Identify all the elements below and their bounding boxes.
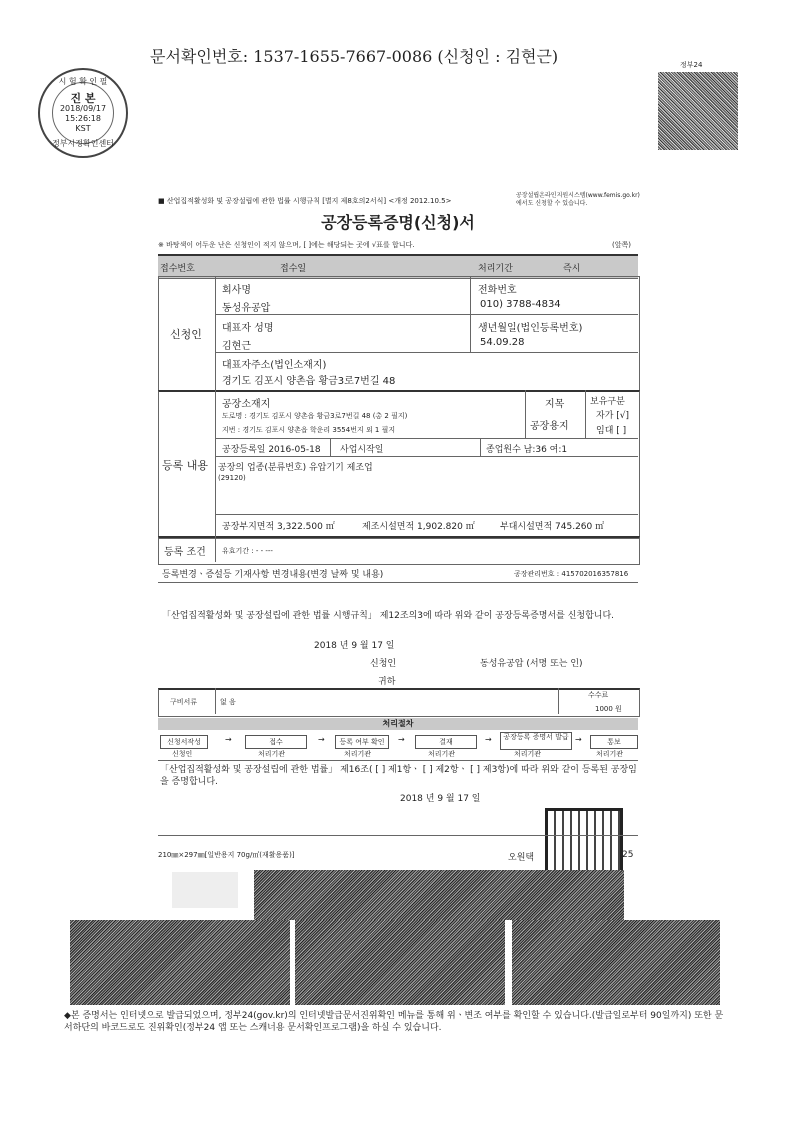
- issuer-name: 오원택: [508, 853, 535, 863]
- request-text: 「산업집적활성화 및 공장설립에 관한 법률 시행규칙」 제12조의3에 따라 위와 같이 공장등록증명서를 신청합니다.: [162, 611, 615, 621]
- site-area: 공장부지면적 3,322.500 ㎡: [222, 522, 335, 532]
- barcode-block: [70, 920, 290, 1005]
- company-label: 회사명: [222, 285, 251, 296]
- procedure-who: 처리기관: [514, 750, 542, 758]
- procedure-who: 처리기관: [258, 750, 286, 758]
- processing-value: 즉시: [563, 264, 581, 274]
- industry-code: (29120): [218, 474, 246, 482]
- stamp-time: 15:26:18: [65, 114, 101, 123]
- workers: 종업원수 남:36 여:1: [486, 445, 568, 455]
- barcode-block: [295, 920, 505, 1005]
- manufacturing-area: 제조시설면적 1,902.820 ㎡: [362, 522, 475, 532]
- registration-section-label: 등록 내용: [162, 459, 209, 472]
- birth-label: 생년월일(법인등록번호): [478, 323, 583, 334]
- procedure-box: 공장등록 증명서 발급: [500, 732, 572, 750]
- location-label: 공장소재지: [222, 399, 271, 410]
- procedure-who: 처리기관: [596, 750, 624, 758]
- paper-size: 210㎜×297㎜[일반용지 70g/㎡(재활용품)]: [158, 851, 295, 859]
- procedure-title: 처리절차: [158, 718, 638, 730]
- land-category-value: 공장용지: [530, 421, 569, 432]
- procedure-who: 신청인: [172, 750, 193, 758]
- rep-value: 김현근: [222, 341, 251, 352]
- land-category-label: 지목: [545, 399, 565, 410]
- procedure-box: 통보: [590, 735, 638, 749]
- receipt-no-label: 접수번호: [160, 264, 195, 274]
- start-date-label: 사업시작일: [340, 445, 384, 455]
- docs-label: 구비서류: [170, 698, 198, 706]
- qr-code: [650, 60, 740, 150]
- management-number: 공장관리번호 : 415702016357816: [514, 570, 629, 578]
- procedure-who: 처리기관: [344, 750, 372, 758]
- birth-value: 54.09.28: [480, 337, 525, 348]
- footer-notice: ◆본 증명서는 인터넷으로 발급되었으며, 정부24(gov.kr)의 인터넷발급문서진위확인 메뉴를 통해 위ㆍ변조 여부를 확인할 수 있습니다.(발급일로부터 90일까지) 또한 문서하단의 바코드로도 진위확인(정부24 앱 또는 스캐너용 문서확인프로그램)을 하실 수 있습니다.: [64, 1011, 724, 1033]
- procedure-who: 처리기관: [428, 750, 456, 758]
- blurred-block: [172, 872, 238, 908]
- ownership-label: 보유구분: [590, 397, 625, 407]
- company-value: 동성유공압: [222, 303, 271, 314]
- fee-label: 수수료: [588, 691, 609, 699]
- stamp-tz: KST: [75, 124, 91, 133]
- stamp-date: 2018/09/17: [59, 104, 107, 113]
- addressee: 귀하: [378, 677, 396, 687]
- request-date: 2018 년 9 월 17 일: [314, 641, 395, 651]
- industry: 공장의 업종(분류번호) 유압기기 제조업: [218, 463, 373, 473]
- online-note: 공장설립온라인지원시스템(www.femis.go.kr)에서도 신청할 수 있습니다.: [516, 192, 640, 207]
- barcode-block: [254, 870, 624, 920]
- stamp-bottom: 정부시정확인센터: [52, 139, 114, 148]
- address-label: 대표자주소(법인소재지): [222, 360, 327, 371]
- applicant-signature: 동성유공압 (서명 또는 인): [480, 659, 583, 669]
- qr-label: 정부24: [680, 61, 703, 69]
- processing-label: 처리기간: [478, 264, 513, 274]
- stamp-mid: 진 본: [70, 92, 96, 105]
- rep-label: 대표자 성명: [222, 323, 274, 334]
- procedure-box: 결재: [415, 735, 477, 749]
- docs-value: 없 음: [220, 698, 236, 706]
- stamp-top: 시 험 확 인 필: [58, 77, 108, 86]
- procedure-box: 등록 여부 확인: [335, 735, 389, 749]
- receipt-date-label: 접수일: [280, 264, 307, 274]
- certify-date: 2018 년 9 월 17 일: [400, 794, 481, 804]
- page-side-label: (앞쪽): [612, 241, 631, 249]
- procedure-box: 신청서작성: [160, 735, 208, 749]
- applicant-sign-label: 신청인: [370, 659, 397, 669]
- road-address: 도로명 : 경기도 김포시 양촌읍 황금3로7번길 48 (총 2 필지): [222, 412, 408, 420]
- auxiliary-area: 부대시설면적 745.260 ㎡: [500, 522, 605, 532]
- lot-address: 지번 : 경기도 김포시 양촌읍 학운리 3554번지 외 1 필지: [222, 426, 396, 434]
- procedure-box: 접수: [245, 735, 307, 749]
- fee-value: 1000 원: [595, 705, 622, 713]
- document-number: 문서확인번호: 1537-1655-7667-0086 (신청인 : 김현근): [150, 47, 559, 66]
- conditions-label: 등록 조건: [164, 547, 206, 558]
- validity: 유효기간 : - - ---: [222, 547, 273, 555]
- phone-value: 010) 3788-4834: [480, 299, 561, 310]
- registration-date: 공장등록일 2016-05-18: [222, 445, 321, 455]
- verification-stamp: [38, 68, 128, 158]
- phone-label: 전화번호: [478, 285, 517, 296]
- page-title: 공장등록증명(신청)서: [321, 213, 475, 232]
- certify-text: 「산업집적활성화 및 공장설립에 관한 법률」 제16조( [ ] 제1항ㆍ [ ] 제2항ㆍ [ ] 제3항)에 따라 위와 같이 등록된 공장임을 증명합니다.: [160, 765, 637, 787]
- change-history-label: 등록변경ㆍ증설등 기재사항 변경내용(변경 날짜 및 내용): [162, 570, 384, 580]
- ownership-lease: 임대 [ ]: [596, 426, 627, 436]
- form-reference: ■ 산업집적활성화 및 공장설립에 관한 법률 시행규칙 [별지 제8호의2서식] <개정 2012.10.5>: [158, 197, 452, 205]
- barcode-block: [512, 920, 720, 1005]
- applicant-section-label: 신청인: [170, 328, 202, 341]
- issuer-suffix: 25: [622, 850, 634, 860]
- ownership-self: 자가 [√]: [596, 411, 630, 421]
- address-value: 경기도 김포시 양촌읍 황금3로7번길 48: [222, 376, 396, 387]
- form-note: ※ 바탕색이 어두운 난은 신청인이 적지 않으며, [ ]에는 해당되는 곳에 √표를 합니다.: [158, 241, 415, 249]
